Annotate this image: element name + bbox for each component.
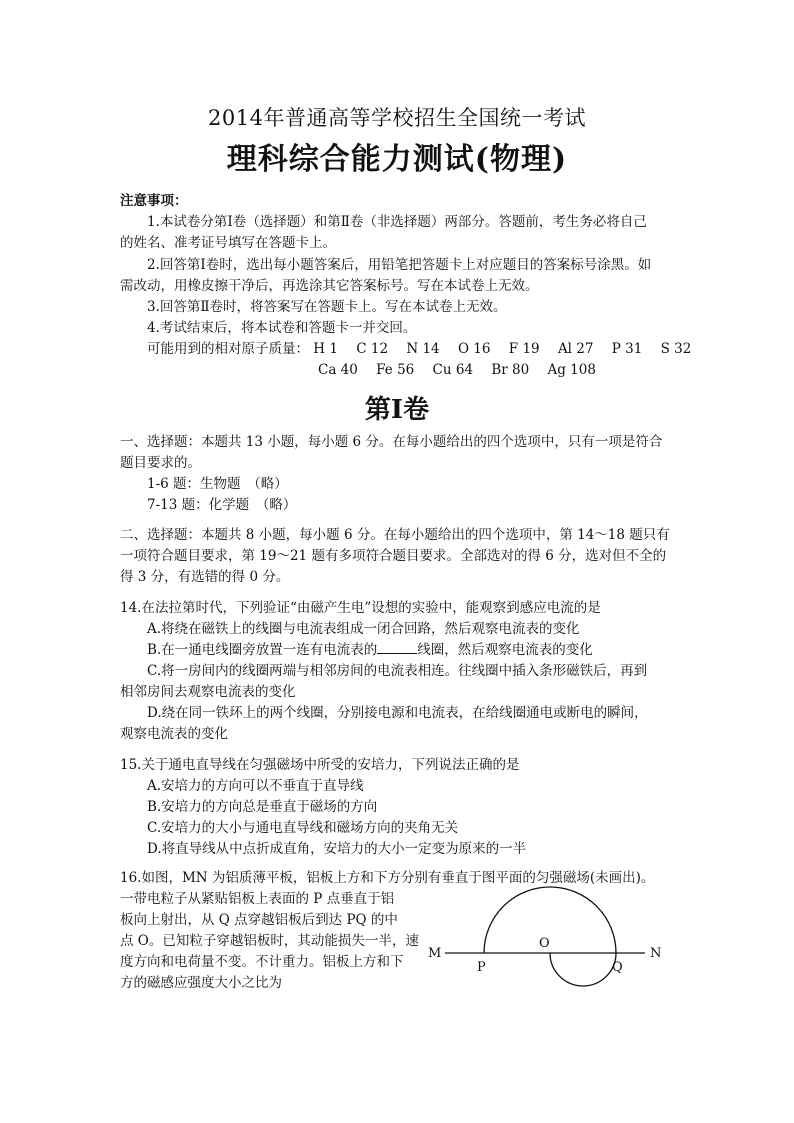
- atomic-mass-entry: O 16: [457, 341, 491, 357]
- q14-option-d-cont: 观察电流表的变化: [120, 726, 228, 742]
- section-title: 第Ⅰ卷: [364, 395, 430, 425]
- atomic-mass-entry: C 12: [356, 341, 389, 357]
- part2-instructions-end: 得 3 分，有选错的得 0 分。: [120, 569, 290, 585]
- upper-trajectory-arc: [484, 887, 616, 953]
- atomic-mass-entry: Br 80: [491, 362, 530, 378]
- q14-option-b-pre: B.在一通电线圈旁放置一连有电流表的: [147, 642, 378, 658]
- part2-instructions-cont: 一项符合题目要求，第 19～21 题有多项符合题目要求。全部选对的得 6 分，选对但不全的: [120, 548, 667, 564]
- q16-text-1: 一带电粒子从紧贴铝板上表面的 P 点垂直于铝: [120, 891, 395, 907]
- label-q: Q: [612, 960, 623, 975]
- q15-option-d: D.将直导线从中点折成直角，安培力的大小一定变为原来的一半: [147, 841, 527, 857]
- atomic-mass-entry: S 32: [660, 341, 692, 357]
- q15-option-b: B.安培力的方向总是垂直于磁场的方向: [147, 799, 378, 815]
- answer-blank: [377, 641, 417, 654]
- q16-text-4: 度方向和电荷量不变。不计重力。铝板上方和下: [120, 954, 404, 970]
- atomic-mass-entry: Ag 108: [547, 362, 596, 378]
- q15-option-c: C.安培力的大小与通电直导线和磁场方向的夹角无关: [147, 820, 459, 836]
- q14-option-b-post: 线圈，然后观察电流表的变化: [417, 642, 593, 658]
- notice-item-1: 1.本试卷分第Ⅰ卷（选择题）和第Ⅱ卷（非选择题）两部分。答题前，考生务必将自己: [147, 214, 647, 230]
- chemistry-note: 7-13 题：化学题 （略）: [147, 497, 297, 513]
- q14-option-d: D.绕在同一铁环上的两个线圈，分别接电源和电流表，在给线圈通电或断电的瞬间，: [147, 705, 648, 721]
- q16-text-5: 方的磁感应强度大小之比为: [120, 975, 282, 991]
- label-o: O: [539, 936, 550, 951]
- notice-item-3: 3.回答第Ⅱ卷时，将答案写在答题卡上。写在本试卷上无效。: [147, 299, 507, 315]
- atomic-mass-entry: Ca 40: [318, 362, 358, 378]
- notice-heading: 注意事项：: [120, 193, 188, 209]
- q14-stem: 14.在法拉第时代，下列验证“由磁产生电”设想的实验中，能观察到感应电流的是: [120, 600, 601, 616]
- atomic-mass-label: 可能用到的相对原子质量：: [147, 341, 309, 357]
- q16-text-3: 点 O。已知粒子穿越铝板时，其动能损失一半，速: [120, 933, 419, 949]
- label-m: M: [428, 946, 442, 961]
- lower-trajectory-arc: [550, 953, 616, 986]
- label-n: N: [650, 946, 662, 961]
- notice-item-2: 2.回答第Ⅰ卷时，选出每小题答案后，用铅笔把答题卡上对应题目的答案标号涂黑。如: [147, 257, 652, 273]
- exam-title: 2014年普通高等学校招生全国统一考试: [208, 106, 586, 130]
- atomic-mass-entry: F 19: [508, 341, 540, 357]
- label-p: P: [477, 960, 486, 975]
- biology-note: 1-6 题：生物题 （略）: [147, 476, 288, 492]
- q14-option-a: A.将绕在磁铁上的线圈与电流表组成一闭合回路，然后观察电流表的变化: [147, 621, 580, 637]
- atomic-mass-entry: N 14: [406, 341, 440, 357]
- atomic-mass-entry: Al 27: [557, 341, 594, 357]
- q14-option-c-cont: 相邻房间去观察电流表的变化: [120, 684, 296, 700]
- q15-stem: 15.关于通电直导线在匀强磁场中所受的安培力，下列说法正确的是: [120, 757, 520, 773]
- notice-item-4: 4.考试结束后，将本试卷和答题卡一并交回。: [147, 320, 417, 336]
- q14-option-b: [147, 640, 593, 660]
- notice-item-2-cont: 需改动，用橡皮擦干净后，再选涂其它答案标号。写在本试卷上无效。: [120, 278, 539, 294]
- part1-instructions: 一、选择题：本题共 13 小题，每小题 6 分。在每小题给出的四个选项中，只有一项是符合: [120, 434, 663, 450]
- notice-item-1-cont: 的姓名、准考证号填写在答题卡上。: [120, 235, 336, 251]
- atomic-mass-entry: Fe 56: [376, 362, 415, 378]
- q14-option-c: C.将一房间内的线圈两端与相邻房间的电流表相连。往线圈中插入条形磁铁后，再到: [147, 663, 648, 679]
- atomic-mass-entry: H 1: [313, 341, 338, 357]
- q16-figure: [420, 875, 680, 995]
- subject-title: 理科综合能力测试(物理): [226, 142, 568, 177]
- atomic-mass-entry: P 31: [611, 341, 643, 357]
- part1-instructions-cont: 题目要求的。: [120, 455, 201, 471]
- atomic-mass-row-1: [147, 339, 705, 359]
- atomic-mass-row-2: [318, 360, 610, 380]
- q16-stem: 16.如图，MN 为铝质薄平板，铝板上方和下方分别有垂直于图平面的匀强磁场(未画出)。: [120, 870, 655, 886]
- atomic-mass-entry: Cu 64: [432, 362, 474, 378]
- q16-text-2: 板向上射出，从 Q 点穿越铝板后到达 PQ 的中: [120, 912, 398, 928]
- part2-instructions: 二、选择题：本题共 8 小题，每小题 6 分。在每小题给出的四个选项中，第 14～18 题只有: [120, 527, 670, 543]
- q15-option-a: A.安培力的方向可以不垂直于直导线: [147, 778, 364, 794]
